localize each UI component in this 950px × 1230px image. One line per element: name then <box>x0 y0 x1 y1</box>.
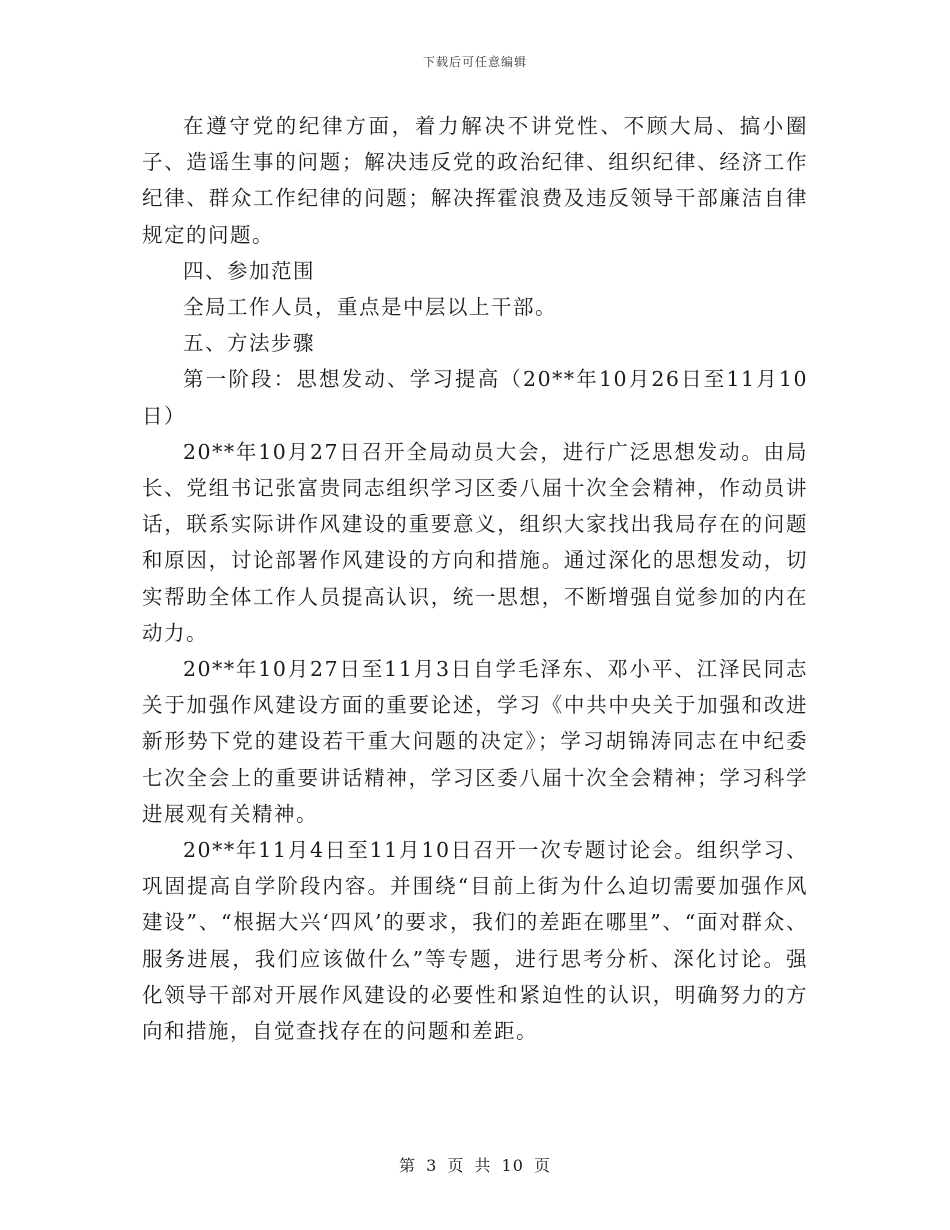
paragraph-mobilization: 20**年10月27日召开全局动员大会，进行广泛思想发动。由局长、党组书记张富贵同志组织学习区委八届十次全会精神，作动员讲话，联系实际讲作风建设的重要意义，组织大家找出我局存在的问题和原因，讨论部署作风建设的方向和措施。通过深化的思想发动，切实帮助全体工作人员提高认识，统一思想，不断增强自觉参加的内在动力。 <box>142 439 808 645</box>
section-heading-scope: 四、参加范围 <box>183 258 315 283</box>
paragraph-scope: 全局工作人员，重点是中层以上干部。 <box>183 295 557 320</box>
page-number: 第 3 页 共 10 页 <box>399 1156 551 1175</box>
page-header-note: 下载后可任意编辑 <box>422 55 527 69</box>
paragraph-seminar: 20**年11月4日至11月10日召开一次专题讨论会。组织学习、巩固提高自学阶段内容。并围绕“目前上街为什么迫切需要加强作风建设”、“根据大兴‘四风’的要求，我们的差距在哪里”、“面对群众、服务进展，我们应该做什么”等专题，进行思考分析、深化讨论。强化领导干部对开展作风建设的必要性和紧迫性的认识，明确努力的方向和措施，自觉查找存在的问题和差距。 <box>142 838 808 1044</box>
paragraph-self-study: 20**年10月27日至11月3日自学毛泽东、邓小平、江泽民同志关于加强作风建设方面的重要论述，学习《中共中央关于加强和改进新形势下党的建设若干重大问题的决定》；学习胡锦涛同志在中纪委七次全会上的重要讲话精神，学习区委八届十次全会精神；学习科学进展观有关精神。 <box>142 657 808 826</box>
paragraph-discipline: 在遵守党的纪律方面，着力解决不讲党性、不顾大局、搞小圈子、造谣生事的问题；解决违反党的政治纪律、组织纪律、经济工作纪律、群众工作纪律的问题；解决挥霍浪费及违反领导干部廉洁自律规定的问题。 <box>142 114 808 247</box>
paragraph-stage-one: 第一阶段：思想发动、学习提高（20**年10月26日至11月10日） <box>142 367 808 428</box>
document-body <box>142 108 808 1049</box>
section-heading-steps: 五、方法步骤 <box>183 331 315 356</box>
